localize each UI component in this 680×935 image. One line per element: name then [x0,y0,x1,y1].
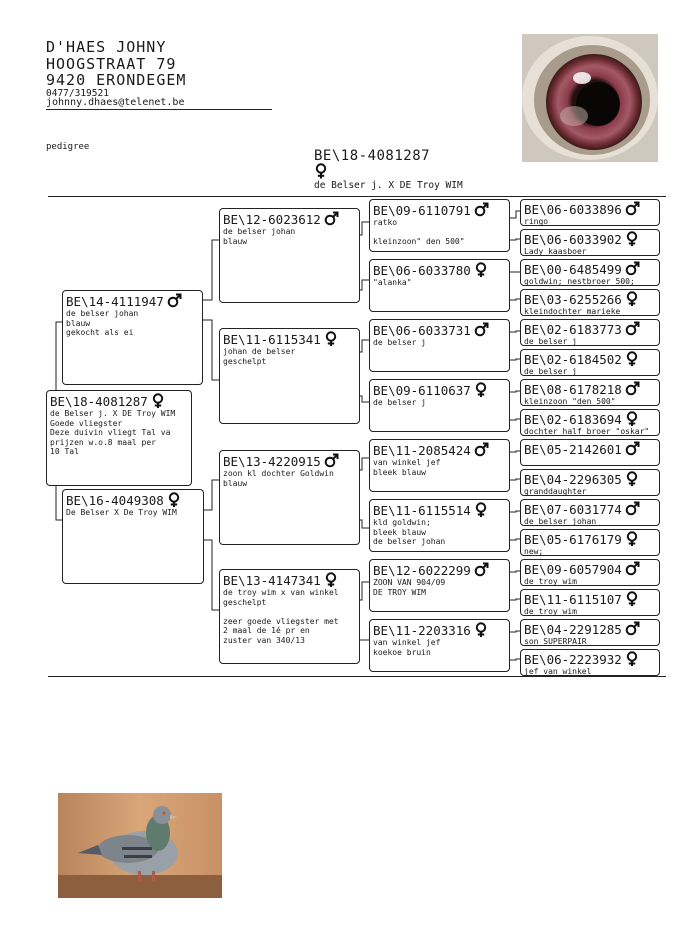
great-grandparent-ring: BE\12-6022299 [373,563,471,578]
great-great-grandparent-card[interactable] [520,349,660,376]
great-great-grandparent-note: de troy wim [524,577,577,586]
female-icon [324,572,338,586]
male-icon [625,201,639,215]
great-grandparent-line: "alanka" [373,278,412,287]
great-great-grandparent-card[interactable] [520,529,660,556]
subject-ring: BE\18-4081287 [50,394,148,409]
great-great-grandparent-note: de belser johan [524,517,597,526]
subject-line: 10 Tal [50,447,79,456]
female-icon [625,651,639,665]
grandparent-ring: BE\13-4147341 [223,573,321,588]
subject-line: Deze duivin vliegt Tal va [50,428,171,437]
great-great-grandparent-ring: BE\11-6115107 [524,592,622,607]
great-grandparent-ring: BE\06-6033780 [373,263,471,278]
great-great-grandparent-ring: BE\02-6183694 [524,412,622,427]
female-icon [625,411,639,425]
subject-line: Goede vliegster [50,418,123,428]
great-great-grandparent-card[interactable] [520,649,660,676]
sire-line: gekocht als ei [66,328,134,337]
grandparent-line: blauw [223,236,248,246]
owner-street: HOOGSTRAAT 79 [46,55,177,73]
grandparent-card[interactable] [219,450,360,545]
female-icon [625,471,639,485]
great-grandparent-card[interactable] [369,199,510,252]
great-grandparent-line: van winkel jef [373,638,441,647]
great-great-grandparent-ring: BE\05-6176179 [524,532,622,547]
great-great-grandparent-ring: BE\02-6184502 [524,352,622,367]
great-great-grandparent-card[interactable] [520,289,660,316]
great-great-grandparent-ring: BE\06-6033896 [524,202,622,217]
great-grandparent-card[interactable] [369,439,510,492]
dam-ring: BE\16-4049308 [66,493,164,508]
great-grandparent-ring: BE\11-2085424 [373,443,471,458]
great-grandparent-ring: BE\09-6110791 [373,203,471,218]
great-great-grandparent-card[interactable] [520,229,660,256]
female-icon [474,382,488,396]
grandparent-line: zuster van 340/13 [223,635,305,645]
male-icon [625,621,639,635]
great-great-grandparent-note: de belser j [524,337,577,346]
male-icon [167,293,181,307]
pedigree-label: pedigree [46,142,90,152]
grandparent-card[interactable] [219,328,360,424]
great-great-grandparent-ring: BE\04-2296305 [524,472,622,487]
great-great-grandparent-note: ringo [524,217,549,226]
great-grandparent-line: bleek blauw [373,467,426,477]
great-great-grandparent-ring: BE\07-6031774 [524,502,622,517]
great-grandparent-ring: BE\09-6110637 [373,383,471,398]
sire-card[interactable] [62,290,203,385]
great-grandparent-card[interactable] [369,379,510,432]
male-icon [625,261,639,275]
grandparent-line: zoon kl dochter Goldwin [223,469,334,478]
grandparent-ring: BE\11-6115341 [223,332,321,347]
male-icon [625,441,639,455]
great-grandparent-line: kleinzoon" den 500" [373,237,465,246]
female-icon [151,393,165,407]
great-great-grandparent-note: goldwin; nestbroer 500; [524,277,635,286]
great-great-grandparent-note: de belser j [524,367,577,376]
male-icon [474,322,488,336]
female-icon [324,331,338,345]
great-grandparent-card[interactable] [369,499,510,552]
subject-line: de Belser j. X DE Troy WIM [50,409,176,418]
great-great-grandparent-ring: BE\02-6183773 [524,322,622,337]
female-icon [474,502,488,516]
great-great-grandparent-ring: BE\03-6255266 [524,292,622,307]
great-great-grandparent-note: kleindochter marieke [524,307,621,316]
male-icon [324,453,338,467]
great-grandparent-ring: BE\11-6115514 [373,503,471,518]
great-great-grandparent-card[interactable] [520,199,660,226]
great-great-grandparent-card[interactable] [520,259,660,286]
male-icon [474,202,488,216]
male-icon [474,442,488,456]
owner-name: D'HAES JOHNY [46,38,167,56]
male-icon [625,501,639,515]
great-great-grandparent-note: dochter half broer "oskar" [524,427,650,436]
owner-phone: 0477/319521 [46,88,109,99]
dam-card[interactable] [62,489,204,584]
grandparent-line: 2 maal de 1é pr en [223,626,310,635]
main-ring-number: BE\18-4081287 [314,148,431,164]
great-grandparent-line: ZOON VAN 904/09 [373,578,446,587]
female-icon [167,492,181,506]
male-icon [474,562,488,576]
sire-line: blauw [66,318,91,328]
great-great-grandparent-card[interactable] [520,379,660,406]
male-icon [625,381,639,395]
grandparent-card[interactable] [219,208,360,303]
grandparent-ring: BE\13-4220915 [223,454,321,469]
subject-card[interactable] [46,390,192,486]
great-great-grandparent-ring: BE\04-2291285 [524,622,622,637]
female-icon [625,531,639,545]
pigeon-photo [58,793,222,898]
owner-city: 9420 ERONDEGEM [46,71,187,89]
great-grandparent-line: van winkel jef [373,458,441,467]
great-great-grandparent-note: jef van winkel [524,667,592,676]
great-great-grandparent-ring: BE\08-6178218 [524,382,622,397]
great-grandparent-card[interactable] [369,319,510,372]
sire-line: de belser johan [66,309,139,318]
female-icon [625,231,639,245]
female-icon [474,262,488,276]
great-great-grandparent-card[interactable] [520,589,660,616]
great-grandparent-line: bleek blauw [373,527,426,537]
female-icon [625,291,639,305]
great-grandparent-card[interactable] [369,559,510,612]
great-grandparent-line [373,228,509,238]
great-great-grandparent-note: son SUPERPAIR [524,637,587,646]
grandparent-ring: BE\12-6023612 [223,212,321,227]
great-great-grandparent-ring: BE\06-2223932 [524,652,622,667]
great-grandparent-card[interactable] [369,259,510,312]
great-grandparent-line: de belser johan [373,537,446,546]
great-grandparent-card[interactable] [369,619,510,672]
great-great-grandparent-note: kleinzoon "den 500" [524,397,616,406]
great-grandparent-line: kld goldwin; [373,518,431,527]
great-great-grandparent-card[interactable] [520,499,660,526]
subject-line: prijzen w.o.8 maal per [50,437,156,447]
grandparent-line: geschelpt [223,597,267,607]
great-great-grandparent-ring: BE\06-6033902 [524,232,622,247]
male-icon [625,321,639,335]
sire-ring: BE\14-4111947 [66,294,164,309]
grandparent-line: de troy wim x van winkel [223,588,339,597]
great-grandparent-ring: BE\11-2203316 [373,623,471,638]
great-great-grandparent-card[interactable] [520,469,660,496]
great-grandparent-ring: BE\06-6033731 [373,323,471,338]
great-great-grandparent-card[interactable] [520,619,660,646]
great-great-grandparent-card[interactable] [520,409,660,436]
great-great-grandparent-note: granddaughter [524,487,587,496]
male-icon [324,211,338,225]
great-grandparent-line: DE TROY WIM [373,587,426,597]
great-great-grandparent-card[interactable] [520,559,660,586]
great-grandparent-line: ratko [373,218,398,227]
dam-line: De Belser X De Troy WIM [66,508,177,517]
owner-email: johnny.dhaes@telenet.be [46,97,185,108]
grandparent-line: johan de belser [223,347,296,356]
great-grandparent-line: de belser j [373,338,426,347]
great-great-grandparent-note: Lady kaasboer [524,247,587,256]
grandparent-line: blauw [223,478,248,488]
male-icon [625,561,639,575]
grandparent-line: de belser johan [223,227,296,236]
great-grandparent-line: koekoe bruin [373,647,431,657]
female-icon [625,591,639,605]
grandparent-line [223,607,359,617]
great-great-grandparent-note: new; [524,547,544,556]
grandparent-line: geschelpt [223,356,267,366]
great-great-grandparent-ring: BE\00-6485499 [524,262,622,277]
great-great-grandparent-card[interactable] [520,319,660,346]
great-great-grandparent-ring: BE\09-6057904 [524,562,622,577]
great-great-grandparent-card[interactable] [520,439,660,466]
great-great-grandparent-ring: BE\05-2142601 [524,442,622,457]
main-description: de Belser j. X DE Troy WIM [314,180,463,191]
grandparent-line: zeer goede vliegster met [223,616,339,626]
great-grandparent-line: de belser j [373,398,426,407]
female-icon [474,622,488,636]
female-icon [625,351,639,365]
great-great-grandparent-note: de troy wim [524,607,577,616]
grandparent-card[interactable] [219,569,360,664]
